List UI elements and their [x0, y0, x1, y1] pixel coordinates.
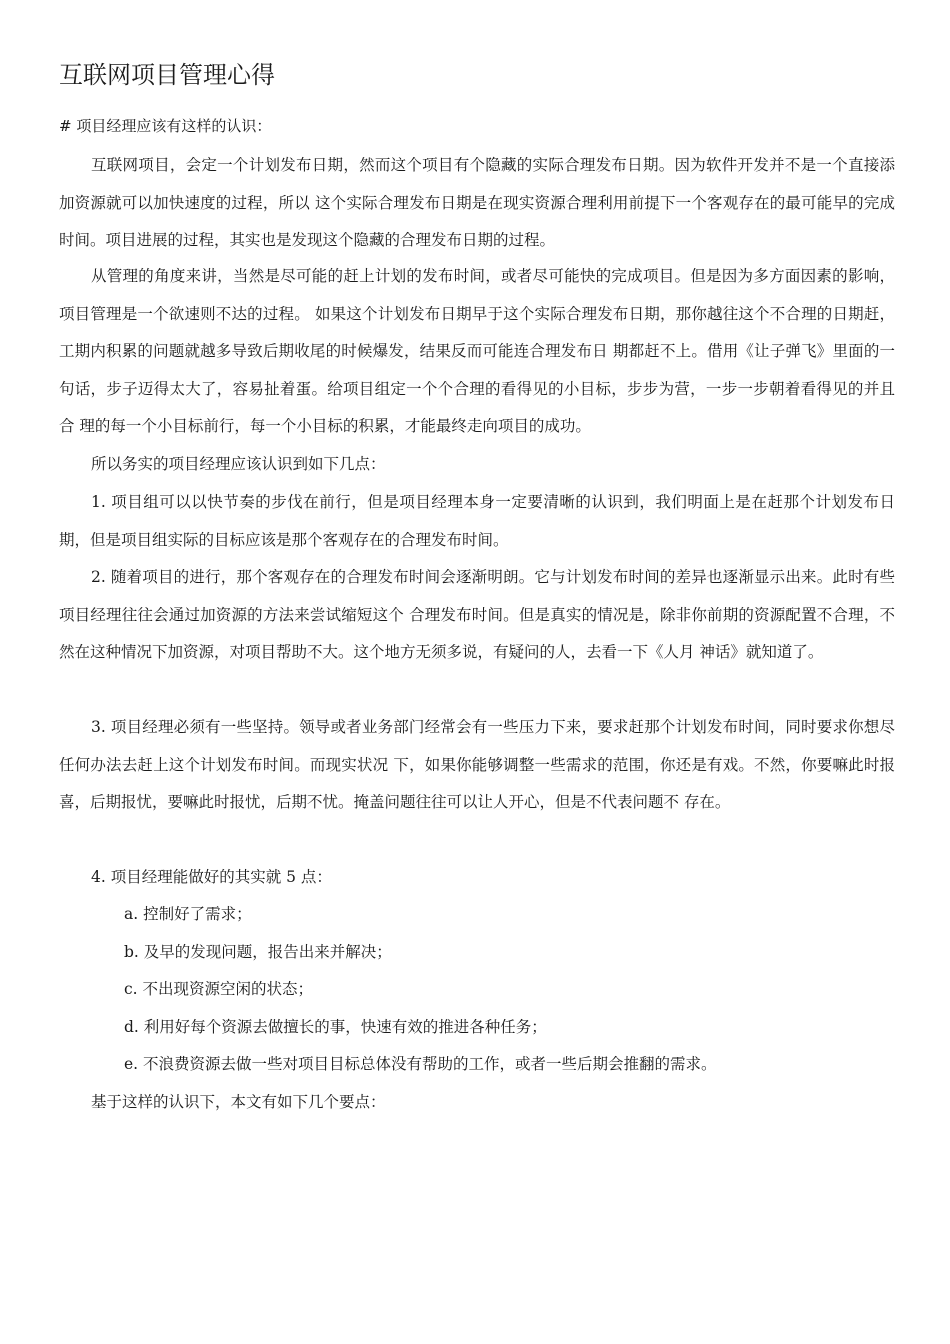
- paragraph-management: 从管理的角度来讲，当然是尽可能的赶上计划的发布时间，或者尽可能快的完成项目。但是因为多方面因素的影响，项目管理是一个欲速则不达的过程。 如果这个计划发布日期早于这个实际合理发布日期，那你越往这个不合理的日期赶，工期内积累的问题就越多导致后期收尾的时候爆发，结果反而可能连合理发布日 期都赶不上。借用《让子弹飞》里面的一句话，步子迈得太大了，容易扯着蛋。给项目组定一个个合理的看得见的小目标，步步为营，一步一步朝着看得见的并且合 理的每一个小目标前行，每一个小目标的积累，才能最终走向项目的成功。: [59, 267, 895, 435]
- closing-line: 基于这样的认识下，本文有如下几个要点：: [91, 1093, 386, 1111]
- numbered-point-3: 3. 项目经理必须有一些坚持。领导或者业务部门经常会有一些压力下来，要求赶那个计划发布时间，同时要求你想尽任何办法去赶上这个计划发布时间。而现实状况 下，如果你能够调整一些需求的范围，你还是有戏。不然，你要嘛此时报喜，后期报忧，要嘛此时报忧，后期不忧。掩盖问题往往可以让人开心，但是不代表问题不 存在。: [59, 718, 895, 811]
- numbered-point-2: 2. 随着项目的进行，那个客观存在的合理发布时间会逐渐明朗。它与计划发布时间的差异也逐渐显示出来。此时有些项目经理往往会通过加资源的方法来尝试缩短这个 合理发布时间。但是真实的情况是，除非你前期的资源配置不合理，不然在这种情况下加资源，对项目帮助不大。这个地方无须多说，有疑问的人，去看一下《人月 神话》就知道了。: [59, 568, 895, 661]
- numbered-point-1: 1. 项目组可以以快节奏的步伐在前行，但是项目经理本身一定要清晰的认识到，我们明面上是在赶那个计划发布日期，但是项目组实际的目标应该是那个客观存在的合理发布时间。: [59, 493, 895, 549]
- numbered-point-4: 4. 项目经理能做好的其实就 5 点：: [91, 868, 332, 886]
- document-title: 互联网项目管理心得: [59, 61, 275, 89]
- section-heading: # 项目经理应该有这样的认识：: [59, 117, 272, 135]
- sub-point-e: e. 不浪费资源去做一些对项目目标总体没有帮助的工作，或者一些后期会推翻的需求。: [124, 1055, 717, 1073]
- sub-point-c: c. 不出现资源空闲的状态；: [124, 980, 314, 998]
- sub-point-list: [124, 896, 717, 1084]
- sub-point-d: d. 利用好每个资源去做擅长的事，快速有效的推进各种任务；: [124, 1017, 547, 1036]
- paragraph-intro: 互联网项目，会定一个计划发布日期，然而这个项目有个隐藏的实际合理发布日期。因为软件开发并不是一个直接添加资源就可以加快速度的过程，所以 这个实际合理发布日期是在现实资源合理利用前提下一个客观存在的最可能早的完成时间。项目进展的过程，其实也是发现这个隐藏的合理发布日期的过程。: [59, 156, 895, 249]
- sub-point-b: b. 及早的发现问题，报告出来并解决；: [124, 942, 392, 961]
- sub-point-a: a. 控制好了需求；: [124, 905, 252, 923]
- paragraph-points-intro: 所以务实的项目经理应该认识到如下几点：: [91, 455, 386, 473]
